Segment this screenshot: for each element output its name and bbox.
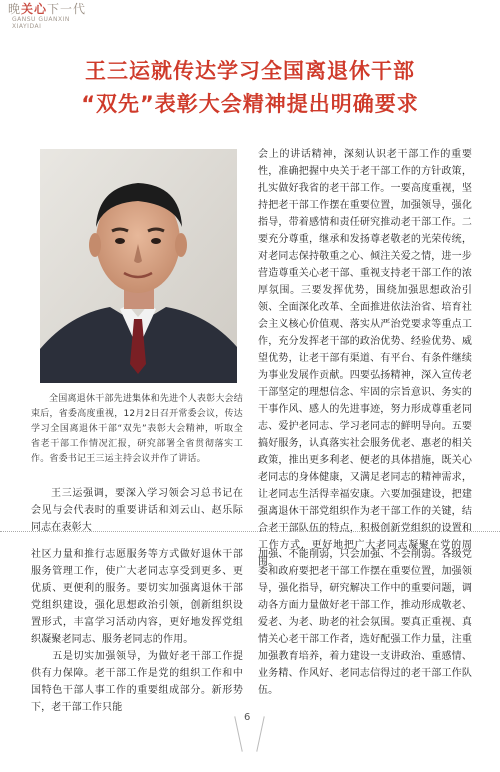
photo-caption: 全国离退休干部先进集体和先进个人表彰大会结束后，省委高度重视，12月2日召开常委会议，传达学习全国离退休干部“双先”表彰大会精神，听取全省老干部工作情况汇报，研究部署全省贯彻落实工作。省委书记王三运主持会议并作了讲话。 [31, 394, 243, 464]
masthead-subtitle-2: XIAYIDAI [12, 23, 42, 30]
page-number [232, 710, 268, 760]
article-paragraph-bottom-right: 加强、不能削弱，只会加强、不会削弱。各级党委和政府要把老干部工作摆在重要位置，加强领导，强化指导，研究解决工作中的重要问题，调动各方面力量做好老干部工作，推动形成敬老、爱老、为老、助老的社会氛围。要真正重视、真情关心老干部工作者，选好配强工作力量，注重加强教育培养，着力建设一支讲政治、重感情、业务精、作风好、老同志信得过的老干部工作队伍。 [258, 549, 472, 696]
page-number-ornament-left [234, 716, 242, 751]
article-paragraph-left: 王三运强调，要深入学习领会习总书记在会见与会代表时的重要讲话和刘云山、赵乐际同志在表彰大 [31, 488, 243, 533]
masthead-logo [8, 3, 138, 35]
article-paragraph-right: 会上的讲话精神，深刻认识老干部工作的重要性，准确把握中央关于老干部工作的方针政策，扎实做好我省的老干部工作。一要高度重视，坚持把老干部工作摆在重要位置，加强领导，强化指导，带着感情和责任研究推动老干部工作。二要充分尊重，继承和发扬尊老敬老的光荣传统，对老同志保持敬重之心、倾注关爱之情，进一步营造尊重关心老干部、重视支持老干部工作的浓厚氛围。三要发挥优势，围绕加强思想政治引领、全面深化改革、全面推进依法治省、培育社会主义核心价值观、落实从严治党要求等重点工作，充分发挥老干部的政治优势、经验优势、威望优势，让老干部有渠道、有平台、有条件继续为事业发展作贡献。四要弘扬精神，深入宣传老干部坚定的理想信念、牢固的宗旨意识、务实的干事作风、感人的先进事迹，努力形成尊重老同志、爱护老同志、学习老同志的鲜明导向。五要搞好服务，认真落实社会服务优老、惠老的相关政策，推出更多利老、便老的具体措施，既关心老同志的身体健康，又满足老同志的精神需求，让老同志生活得幸福安康。六要加强建设，把建强离退休干部党组织作为老干部工作的关键，结合老干部队伍的特点，积极创新党组织的设置和工作方式，更好地把广大老同志凝聚在党的周围。 [258, 149, 472, 568]
article-title-line1: 王三运就传达学习全国离退休干部 [85, 59, 415, 83]
page-number-text: 6 [244, 712, 251, 723]
masthead-subtitle-1: GANSU GUANXIN [12, 16, 70, 23]
article-paragraph-bottom-left: 社区力量和推行志愿服务等方式做好退休干部服务管理工作，使广大老同志享受到更多、更优质、更便利的服务。要切实加强离退休干部党组织建设，强化思想政治引领，创新组织设置形式，丰富学习活动内容，更好地发挥党组织凝聚老同志、服务老同志的作用。 五是切实加强领导，为做好老干部工作提供有力保障。老干部工作是党的组织工作和中国特色干部人事工作的重要组成部分。新形势下，老干部工作只能 [31, 549, 243, 713]
logo-text: 晚关心下一代 [8, 2, 87, 16]
page-number-ornament-right [256, 716, 264, 751]
article-title-line2: “双先”表彰大会精神提出明确要求 [81, 92, 419, 116]
section-divider [0, 531, 500, 532]
portrait-photo [40, 149, 237, 383]
portrait-image [40, 149, 237, 383]
